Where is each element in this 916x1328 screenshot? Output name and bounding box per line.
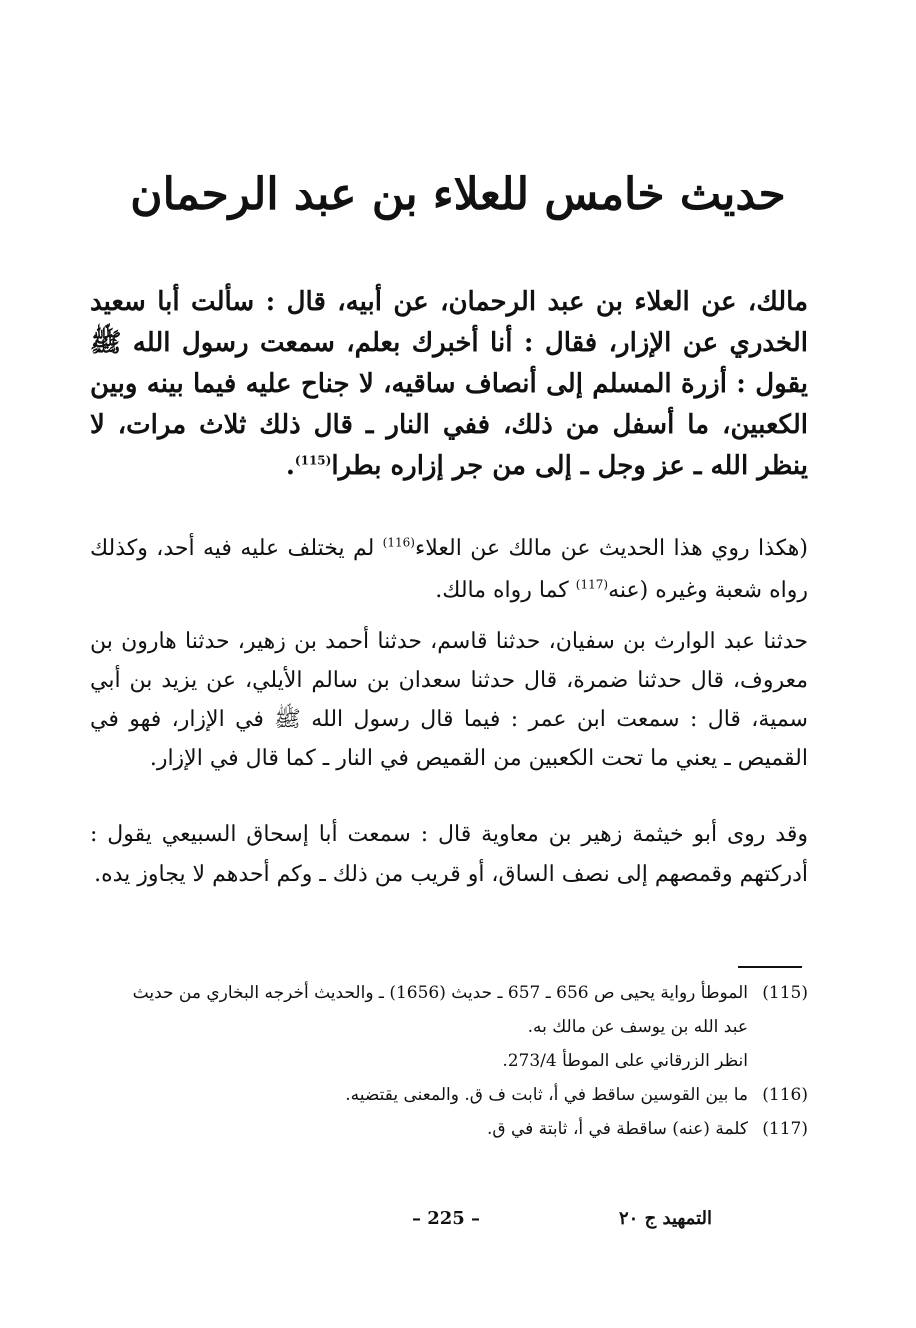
chapter-title: حديث خامس للعلاء بن عبد الرحمان [130, 169, 786, 220]
commentary-1-part-b: لم يختلف عليه فيه أحد، وكذلك رواه شعبة وغيره (عنه [90, 536, 808, 603]
footnote-117 [92, 1112, 808, 1146]
footnote-ref-116: (116) [382, 535, 415, 550]
commentary-1-part-c: كما رواه مالك. [435, 578, 576, 603]
footnote-line: كلمة (عنه) ساقطة في أ، ثابتة في ق. [486, 1119, 748, 1139]
commentary-1-part-a: (هكذا روي هذا الحديث عن مالك عن العلاء [414, 536, 808, 561]
commentary-paragraph-1 [90, 528, 808, 612]
footnote-ref-117: (117) [575, 577, 609, 592]
commentary-paragraph-3: وقد روى أبو خيثمة زهير بن معاوية قال : سمعت أبا إسحاق السبيعي يقول : أدركتهم وقمصهم إلى نصف الساق، أو قريب من ذلك ـ وكم أحدهم لا يجاوز يده. [90, 822, 808, 887]
hadith-body: مالك، عن العلاء بن عبد الرحمان، عن أبيه، قال : سألت أبا سعيد الخدري عن الإزار، فقال : أنا أخبرك بعلم، سمعت رسول الله ﷺ يقول : أزرة المسلم إلى أنصاف ساقيه، لا جناح عليه فيما بينه وبين الكعبين، ما أسفل من ذلك، ففي النار ـ قال ذلك ثلاث مرات، لا ينظر الله ـ عز وجل ـ إلى من جر إزاره بطرا [90, 287, 808, 481]
hadith-end: . [285, 451, 295, 481]
footnotes [92, 976, 808, 1146]
footnote-ref-115: (115) [294, 453, 332, 468]
footnote-body [92, 976, 748, 1078]
hadith-text [90, 282, 808, 487]
footnote-body [92, 1078, 748, 1112]
footnote-number: (116) [762, 1085, 808, 1105]
footnote-line: ما بين القوسين ساقط في أ، ثابت ف ق. والمعنى يقتضيه. [345, 1085, 748, 1105]
footnote-115 [92, 976, 808, 1078]
footnote-116 [92, 1078, 808, 1112]
book-volume-label: التمهيد ج ٢٠ [619, 1208, 712, 1229]
footnote-line: عبد الله بن يوسف عن مالك به. [527, 1017, 748, 1037]
running-footer [80, 1208, 812, 1238]
footnote-divider [738, 966, 802, 968]
commentary-paragraph-2: حدثنا عبد الوارث بن سفيان، حدثنا قاسم، حدثنا أحمد بن زهير، حدثنا هارون بن معروف، قال حدثنا ضمرة، قال حدثنا سعدان بن سالم الأيلي، عن يزيد بن أبي سمية، قال : سمعت ابن عمر : فيما قال رسول الله ﷺ في الإزار، فهو في القميص ـ يعني ما تحت الكعبين من القميص في النار ـ كما قال في الإزار. [90, 629, 808, 771]
footnote-number: (117) [762, 1119, 808, 1139]
footnote-line: انظر الزرقاني على الموطأ 273/4. [502, 1051, 748, 1071]
footnote-body [92, 1112, 748, 1146]
footnote-number: (115) [762, 983, 808, 1003]
footnote-line: الموطأ رواية يحيى ص 656 ـ 657 ـ حديث (1656) ـ والحديث أخرجه البخاري من حديث [132, 983, 748, 1003]
page-number: – 225 – [411, 1208, 481, 1229]
